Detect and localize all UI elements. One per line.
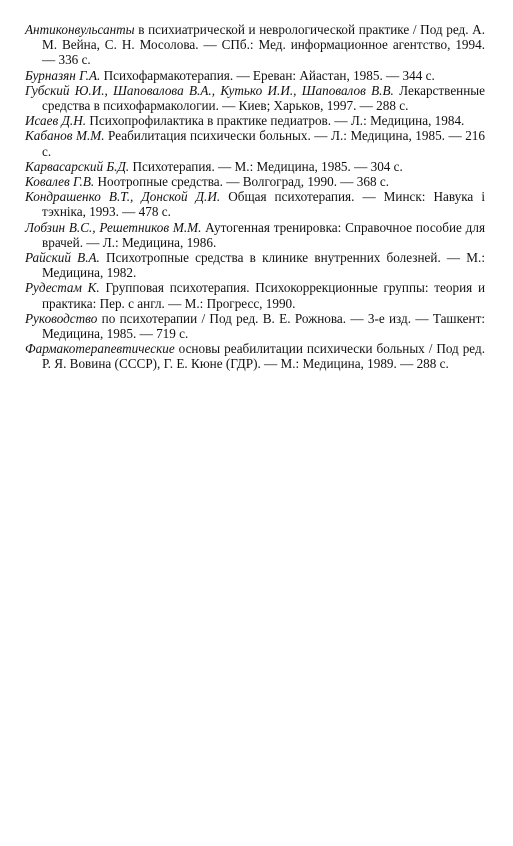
bibliography-entry bbox=[25, 159, 485, 174]
entry-author: Бурназян Г.А. bbox=[25, 67, 101, 83]
entry-text: в психиатрической и неврологической практике / Под ред. А. М. Вейна, С. Н. Мосолова. — СПб.: Мед. информационное агентство, 1994. — 336 с. bbox=[42, 22, 485, 68]
entry-text: Аутогенная тренировка: Справочное пособие для врачей. — Л.: Медицина, 1986. bbox=[42, 219, 486, 250]
bibliography-entry bbox=[25, 22, 485, 68]
entry-author: Руководство bbox=[25, 310, 98, 326]
bibliography-entry bbox=[25, 68, 485, 83]
entry-author: Кабанов М.М. bbox=[25, 128, 105, 144]
entry-author: Рудестам К. bbox=[25, 280, 100, 296]
entry-author: Лобзин В.С., Решетников М.М. bbox=[25, 219, 202, 235]
entry-text: Лекарственные средства в психофармакологии. — Киев; Харьков, 1997. — 288 с. bbox=[42, 82, 485, 114]
entry-author: Райский В.А. bbox=[25, 250, 100, 266]
bibliography-list bbox=[25, 22, 485, 372]
entry-text: Ноотропные средства. — Волгоград, 1990. — 368 с. bbox=[94, 174, 390, 190]
entry-author: Губский Ю.И., Шаповалова В.А., Кутько И.И., Шаповалов В.В. bbox=[25, 82, 394, 98]
bibliography-entry bbox=[25, 189, 485, 219]
entry-author: Карвасарский Б.Д. bbox=[25, 158, 130, 174]
entry-text: Психотерапия. — М.: Медицина, 1985. — 304 с. bbox=[129, 158, 403, 174]
entry-author: Ковалев Г.В. bbox=[25, 174, 95, 190]
entry-author: Кондрашенко В.Т., Донской Д.И. bbox=[25, 189, 221, 205]
entry-author: Исаев Д.Н. bbox=[25, 113, 87, 129]
entry-author: Фармакотерапевтические bbox=[25, 341, 175, 357]
bibliography-entry bbox=[25, 311, 485, 341]
bibliography-entry bbox=[25, 220, 485, 250]
entry-author: Антиконвульсанты bbox=[25, 22, 135, 37]
entry-text: Психофармакотерапия. — Ереван: Айастан, 1985. — 344 с. bbox=[100, 67, 435, 83]
entry-text: Групповая психотерапия. Психокоррекционные группы: теория и практика: Пер. с англ. — М.: Прогресс, 1990. bbox=[42, 280, 486, 311]
bibliography-entry bbox=[25, 113, 485, 128]
entry-text: Психопрофилактика в практике педиатров. — Л.: Медицина, 1984. bbox=[86, 113, 465, 129]
entry-text: по психотерапии / Под ред. В. Е. Рожнова. — 3-е изд. — Ташкент: Медицина, 1985. — 719 с. bbox=[42, 310, 485, 342]
bibliography-entry bbox=[25, 280, 485, 310]
bibliography-entry bbox=[25, 341, 485, 371]
entry-text: основы реабилитации психически больных / Под ред. Р. Я. Вовина (СССР), Г. Е. Кюне (ГДР). — М.: Медицина, 1989. — 288 с. bbox=[42, 341, 485, 372]
bibliography-entry bbox=[25, 128, 485, 158]
bibliography-entry bbox=[25, 83, 485, 113]
bibliography-entry bbox=[25, 250, 485, 280]
bibliography-entry bbox=[25, 174, 485, 189]
entry-text: Психотропные средства в клинике внутренних болезней. — М.: Медицина, 1982. bbox=[42, 250, 485, 281]
entry-text: Реабилитация психически больных. — Л.: Медицина, 1985. — 216 с. bbox=[42, 128, 485, 159]
entry-text: Общая психотерапия. — Минск: Навука і тэхніка, 1993. — 478 с. bbox=[42, 189, 485, 220]
